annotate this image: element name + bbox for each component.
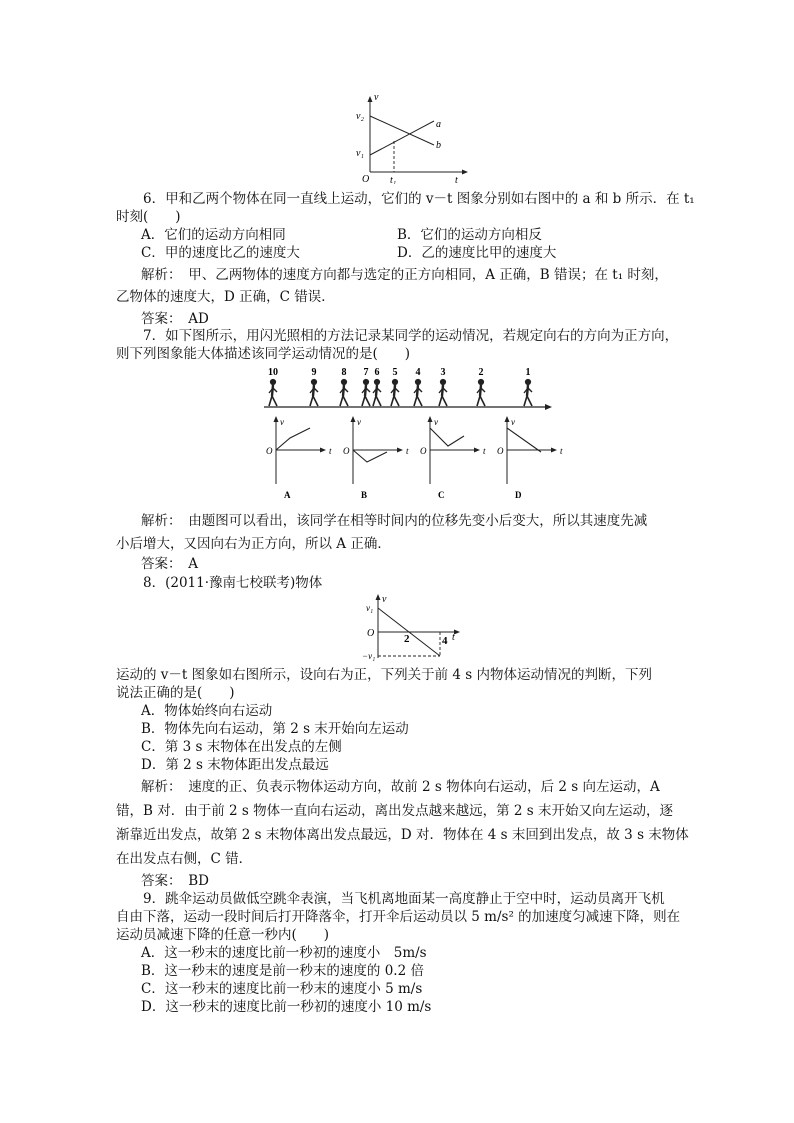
frame-number: 10	[268, 367, 278, 378]
option-graph	[497, 416, 563, 500]
svg-text:O: O	[266, 446, 273, 456]
q7-stem-line1: 7．如下图所示，用闪光照相的方法记录某同学的运动情况，若规定向右的方向为正方向，	[143, 328, 679, 344]
q6-option-b: B．它们的运动方向相反	[397, 227, 542, 243]
svg-text:t: t	[560, 446, 563, 456]
q8-t-axis-label: t	[452, 632, 455, 643]
q8-tick-4: 4	[442, 635, 448, 647]
q8-stem-line3: 说法正确的是( )	[116, 685, 235, 701]
q6-option-c: C．甲的速度比乙的速度大	[141, 245, 300, 261]
svg-text:v: v	[434, 417, 438, 427]
v1-label: v₁	[356, 148, 364, 159]
q6-stem-line1: 6．甲和乙两个物体在同一直线上运动，它们的 v－t 图象分别如右图中的 a 和 b 所示．在 t₁	[143, 191, 695, 207]
runner-figure	[524, 379, 532, 406]
q6-analysis-line2: 乙物体的速度大，D 正确，C 错误．	[116, 289, 335, 305]
runner-figure	[439, 379, 447, 406]
q6-stem-line2: 时刻( )	[116, 209, 181, 225]
runner-figure	[373, 379, 381, 406]
frame-number: 3	[440, 367, 446, 378]
svg-text:v: v	[280, 417, 284, 427]
q9-stem-line1: 9．跳伞运动员做低空跳伞表演，当飞机离地面某一高度静止于空中时，运动员离开飞机	[143, 891, 665, 907]
svg-text:t: t	[483, 446, 486, 456]
frame-number: 9	[311, 367, 317, 378]
runner-figure	[362, 379, 370, 406]
svg-text:t: t	[406, 446, 409, 456]
q7-analysis-line2: 小后增大，又因向右为正方向，所以 A 正确．	[116, 536, 391, 552]
svg-text:O: O	[497, 446, 504, 456]
q6-option-a: A．它们的运动方向相同	[141, 227, 286, 243]
option-graph-label: D	[515, 490, 522, 500]
svg-text:v: v	[357, 417, 361, 427]
q8-option-c: C．第 3 s 末物体在出发点的左侧	[141, 739, 342, 755]
q9-stem-line3: 运动员减速下降的任意一秒内( )	[116, 927, 330, 943]
q9-option-a: A．这一秒末的速度比前一秒初的速度小 5m/s	[141, 945, 427, 961]
q9-option-c: C．这一秒末的速度比前一秒末的速度小 5 m/s	[141, 981, 423, 997]
runner-figure	[310, 379, 318, 406]
q8-analysis-line2: 错，B 对．由于前 2 s 物体一直向右运动，离出发点越来越远，第 2 s 末开始又向左运动，逐	[116, 803, 673, 819]
t1-label: t₁	[390, 175, 397, 184]
q9-option-d: D．这一秒末的速度比前一秒初的速度小 10 m/s	[141, 999, 432, 1015]
q8-analysis-line1: 解析： 速度的正、负表示物体运动方向，故前 2 s 物体向右运动，后 2 s 向左运动，A	[141, 779, 660, 795]
flash-photo-strip	[262, 364, 552, 412]
frame-number: 1	[525, 367, 531, 378]
q9-option-b: B．这一秒末的速度是前一秒末的速度的 0.2 倍	[141, 963, 424, 979]
q7-answer: 答案： A	[141, 556, 198, 572]
svg-text:v: v	[511, 417, 515, 427]
line-a-label: a	[436, 119, 441, 130]
q8-analysis-line3: 渐靠近出发点，故第 2 s 末物体离出发点最远，D 对．物体在 4 s 末回到出发点，故 3 s 末物体	[116, 827, 689, 843]
runner-figure	[340, 379, 348, 406]
svg-text:t: t	[329, 446, 332, 456]
q8-option-a: A．物体始终向右运动	[141, 703, 273, 719]
q8-neg-v1-label: −v₁	[362, 651, 376, 661]
q6-vt-graph	[350, 88, 480, 184]
svg-text:O: O	[343, 446, 350, 456]
option-graph-label: A	[284, 490, 291, 500]
q8-analysis-line4: 在出发点右侧，C 错．	[116, 851, 253, 867]
runner-figure	[414, 379, 422, 406]
v2-label: v₂	[356, 111, 364, 122]
frame-number: 6	[374, 367, 380, 378]
q8-option-b: B．物体先向右运动，第 2 s 末开始向左运动	[141, 721, 409, 737]
q7-stem-line2: 则下列图象能大体描述该同学运动情况的是( )	[116, 346, 411, 362]
q7-option-graphs	[258, 414, 568, 502]
q8-stem-line1: 8．(2011·豫南七校联考)物体	[143, 575, 323, 591]
option-graph-label: B	[361, 490, 368, 500]
option-graph-label: C	[438, 490, 445, 500]
q8-answer: 答案： BD	[141, 873, 209, 889]
q8-v-axis-label: v	[382, 594, 387, 605]
q9-stem-line2: 自由下落，运动一段时间后打开降落伞，打开伞后运动员以 5 m/s² 的加速度匀减速下降，则在	[116, 909, 681, 925]
frame-number: 5	[392, 367, 398, 378]
origin-label: O	[362, 174, 370, 184]
q8-tick-2: 2	[404, 633, 410, 645]
line-b-label: b	[436, 140, 441, 151]
runner-figure	[269, 379, 277, 406]
q6-answer: 答案： AD	[141, 311, 209, 327]
frame-number: 8	[341, 367, 347, 378]
option-graph	[266, 416, 332, 500]
t-axis-label: t	[455, 175, 458, 184]
q8-vt-graph	[360, 592, 472, 662]
frame-number: 7	[363, 367, 369, 378]
q8-option-d: D．第 2 s 末物体距出发点最远	[141, 757, 329, 773]
svg-text:O: O	[420, 446, 427, 456]
q6-analysis-line1: 解析： 甲、乙两物体的速度方向都与选定的正方向相同，A 正确，B 错误；在 t₁ 时刻，	[141, 267, 668, 283]
runner-figure	[477, 379, 485, 406]
option-graph	[343, 416, 409, 500]
runner-figure	[391, 379, 399, 406]
q8-v1-label: v₁	[366, 603, 374, 613]
option-graph	[420, 416, 486, 500]
q8-stem-line2: 运动的 v－t 图象如右图所示，设向右为正，下列关于前 4 s 内物体运动情况的判断，下列	[116, 667, 653, 683]
q8-origin-label: O	[367, 628, 375, 639]
v-axis-label: v	[374, 92, 379, 103]
q6-option-d: D．乙的速度比甲的速度大	[397, 245, 557, 261]
frame-number: 4	[415, 367, 421, 378]
q7-analysis-line1: 解析： 由题图可以看出，该同学在相等时间内的位移先变小后变大，所以其速度先减	[141, 513, 648, 529]
frame-number: 2	[478, 367, 484, 378]
